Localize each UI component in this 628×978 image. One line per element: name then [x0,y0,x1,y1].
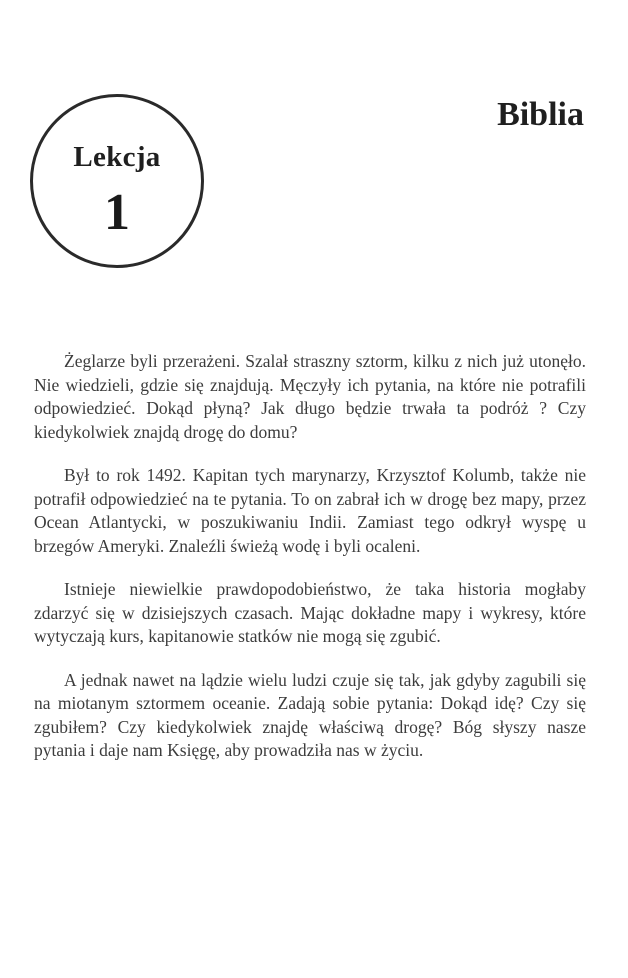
paragraph: Istnieje niewielkie prawdopodobieństwo, że taka historia mogłaby zdarzyć się w dzisiejszych czasach. Mając dokładne mapy i wykresy, które wytyczają kurs, kapitanowie statków nie mogą się zgubić. [34,579,586,646]
paragraph: Żeglarze byli przerażeni. Szalał straszny sztorm, kilku z nich już utonęło. Nie wiedzieli, gdzie się znajdują. Męczyły ich pytania, na które nie potrafili odpowiedzieć. Dokąd płyną? Jak długo będzie trwała ta podróż ? Czy kiedykolwiek znajdą drogę do domu? [34,351,586,442]
page-title: Biblia [497,96,584,133]
body-text [34,350,586,783]
lesson-number: 1 [104,184,130,241]
paragraph: Był to rok 1492. Kapitan tych marynarzy, Krzysztof Kolumb, także nie potrafił odpowiedzieć na te pytania. To on zabrał ich w drogę bez mapy, przez Ocean Atlantycki, w poszukiwaniu Indii. Zamiast tego odkrył wyspę u brzegów Ameryki. Znaleźli świeżą wodę i byli ocaleni. [34,465,586,556]
lesson-label: Lekcja [73,141,161,173]
paragraph: A jednak nawet na lądzie wielu ludzi czuje się tak, jak gdyby zagubili się na miotanym sztormem oceanie. Zadają sobie pytania: Dokąd idę? Czy się zgubiłem? Czy kiedykolwiek znajdę właściwą drogę? Bóg słyszy nasze pytania i daje nam Księgę, aby prowadziła nas w życiu. [34,669,586,760]
lesson-badge [30,94,204,268]
